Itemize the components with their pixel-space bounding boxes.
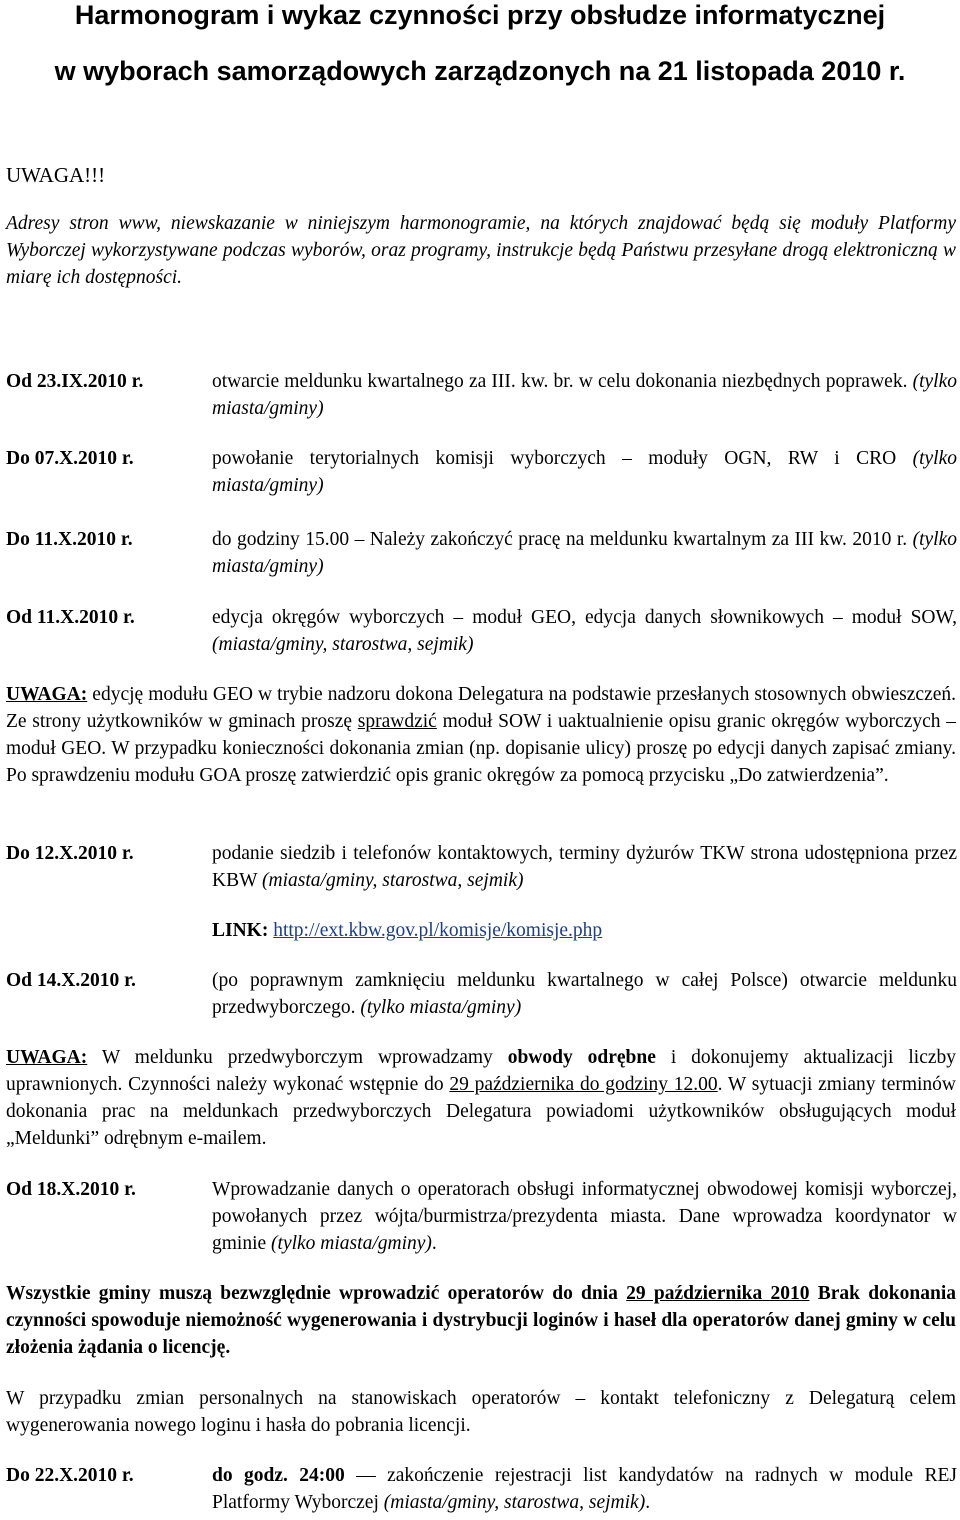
entry-tail: .	[645, 1492, 651, 1513]
entry-text: otwarcie meldunku kwartalnego za III. kw. br. w celu dokonania niezbędnych poprawek.	[212, 371, 913, 392]
entry-date: Do 12.X.2010 r.	[6, 843, 134, 864]
entry-date: Od 18.X.2010 r.	[6, 1179, 136, 1200]
note-label: UWAGA:	[6, 684, 88, 705]
entry-text: do godziny 15.00 – Należy zakończyć pracę na meldunku kwartalnym za III kw. 2010 r.	[212, 529, 913, 550]
entry-description	[212, 1462, 957, 1516]
note-text: moduł SOW i uaktualnienie opisu granic okręgów wyborczych – moduł GEO. W przypadku konieczności dokonania zmian (np. dopisanie ulicy) proszę po edycji danych zapisać zmiany. Po sprawdzeniu modułu GOA proszę zatwierdzić opis granic okręgów za pomocą przycisku „Do zatwierdzenia”.	[6, 711, 957, 786]
note-text: edycję modułu GEO w trybie nadzoru dokona Delegatura na podstawie przesłanych stosownych obwieszczeń. Ze strony użytkowników w gminach proszę	[6, 684, 956, 732]
intro-paragraph: Adresy stron www, niewskazanie w niniejszym harmonogramie, na których znajdować będą się moduły Platformy Wyborczej wykorzystywane podczas wyborów, oraz programy, instrukcje będą Państwu przesyłane drogą elektroniczną w miarę ich dostępności.	[6, 213, 956, 288]
entry-text: podanie siedzib i telefonów kontaktowych, terminy dyżurów TKW strona udostępniona przez KBW	[212, 843, 957, 891]
warning-heading: UWAGA!!!	[6, 163, 106, 187]
note-text: Wszystkie gminy muszą bezwzględnie wprowadzić operatorów do dnia	[6, 1283, 627, 1304]
entry-text: powołanie terytorialnych komisji wyborczych – moduły OGN, RW i CRO	[212, 448, 913, 469]
entry-description	[212, 1176, 957, 1257]
link-line	[212, 917, 957, 944]
note-underlined: sprawdzić	[357, 711, 437, 732]
title-line-2: w wyborach samorządowych zarządzonych na 21 listopada 2010 r.	[54, 56, 906, 86]
entry-text: Wprowadzanie danych o operatorach obsługi informatycznej obwodowej komisji wyborczej, powołanych przez wójta/burmistrza/prezydenta miasta. Dane wprowadza koordynator w gminie	[212, 1179, 957, 1254]
entry-date: Od 11.X.2010 r.	[6, 607, 135, 628]
note-text: i dokonujemy aktualizacji liczby uprawnionych. Czynności należy wykonać wstępnie do	[6, 1047, 957, 1095]
entry-time: do godz. 24:00	[212, 1465, 345, 1486]
entry-description	[212, 840, 957, 894]
entry-scope: (tylko miasta/gminy)	[212, 448, 957, 496]
note-label: UWAGA:	[6, 1047, 88, 1068]
komisje-link[interactable]: http://ext.kbw.gov.pl/komisje/komisje.php	[273, 920, 603, 941]
entry-date: Od 23.IX.2010 r.	[6, 371, 144, 392]
note-underlined: 29 października do godziny 12.00	[449, 1074, 718, 1095]
entry-scope: (miasta/gminy, starostwa, sejmik)	[212, 634, 474, 655]
entry-text: –– zakończenie rejestracji list kandydatów na radnych w module REJ Platformy Wyborczej	[212, 1465, 957, 1513]
entry-text: (po poprawnym zamknięciu meldunku kwartalnego w całej Polsce) otwarcie meldunku przedwyborczego.	[212, 970, 957, 1018]
entry-scope: (tylko miasta/gminy)	[360, 997, 522, 1018]
note-text: . W sytuacji zmiany terminów dokonania prac na meldunkach przedwyborczych Delegatura powiadomi użytkowników obsługujących moduł „Meldunki” odrębnym e-mailem.	[6, 1074, 957, 1149]
entry-date: Do 07.X.2010 r.	[6, 448, 134, 469]
note-underlined: 29 października 2010	[626, 1283, 810, 1304]
entry-scope: (miasta/gminy, starostwa, sejmik)	[262, 870, 524, 891]
personal-changes-note: W przypadku zmian personalnych na stanowiskach operatorów – kontakt telefoniczny z Delegaturą celem wygenerowania nowego loginu i hasła do pobrania licencji.	[6, 1388, 956, 1436]
entry-description	[212, 604, 957, 658]
entry-date: Do 22.X.2010 r.	[6, 1465, 134, 1486]
entry-date: Do 11.X.2010 r.	[6, 529, 133, 550]
entry-scope: (tylko miasta/gminy)	[212, 529, 957, 577]
entry-text: edycja okręgów wyborczych – moduł GEO, edycja danych słownikowych – moduł SOW,	[212, 607, 957, 628]
note-text: Brak dokonania czynności spowoduje niemożność wygenerowania i dystrybucji loginów i haseł dla operatorów danej gminy w celu złożenia żądania o licencję.	[6, 1283, 956, 1358]
title-line-1: Harmonogram i wykaz czynności przy obsłudze informatycznej	[74, 0, 886, 30]
note-obwody	[6, 1044, 956, 1152]
entry-scope: (miasta/gminy, starostwa, sejmik)	[383, 1492, 646, 1513]
entry-tail: .	[431, 1233, 437, 1254]
note-bold: obwody odrębne	[507, 1047, 656, 1068]
entry-description	[212, 967, 957, 1021]
entry-description	[212, 526, 957, 580]
operators-deadline-note	[6, 1280, 956, 1361]
note-geo	[6, 681, 956, 789]
entry-date: Od 14.X.2010 r.	[6, 970, 136, 991]
link-label: LINK:	[212, 920, 269, 941]
entry-scope: (tylko miasta/gminy)	[271, 1233, 432, 1254]
note-text: W meldunku przedwyborczym wprowadzamy	[87, 1047, 508, 1068]
entry-scope: (tylko miasta/gminy)	[212, 371, 957, 419]
entry-description	[212, 368, 957, 422]
entry-description	[212, 445, 957, 499]
